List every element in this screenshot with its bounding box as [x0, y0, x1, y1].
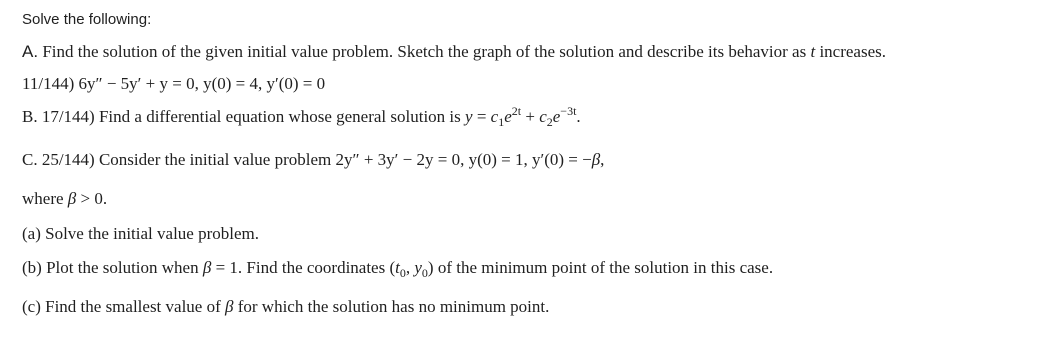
part-b-c2: c — [539, 107, 547, 126]
part-c-b-t: t — [395, 258, 400, 277]
part-c-condition — [22, 189, 107, 209]
part-a-question — [22, 42, 886, 62]
part-a-variable: t — [810, 42, 816, 61]
part-c-text: C. 25/144) Consider the initial value problem 2y″ + 3y′ − 2y = 0, y(0) = 1, y′(0) = − — [22, 150, 592, 169]
part-b-c2-subscript: 2 — [546, 115, 553, 129]
part-c-subquestion-c — [22, 297, 549, 317]
part-c-subquestion-a: (a) Solve the initial value problem. — [22, 224, 259, 243]
part-c-c-text-2: for which the solution has no minimum point. — [233, 297, 550, 316]
part-b-e2: e — [552, 107, 561, 126]
part-b-question — [22, 104, 581, 129]
part-a-text: Find the solution of the given initial value problem. Sketch the graph of the solution and describe its behavior as — [38, 42, 811, 61]
part-b-exponent-2: −3t — [560, 104, 577, 118]
part-c-b-text-1: (b) Plot the solution when — [22, 258, 203, 277]
part-b-text: B. 17/144) Find a differential equation whose general solution is — [22, 107, 466, 126]
part-c-b-t-subscript: 0 — [399, 266, 406, 280]
part-b-e1: e — [504, 107, 512, 126]
part-c-beta: β — [591, 150, 601, 169]
part-c-b-beta: β — [202, 258, 212, 277]
part-b-c1: c — [490, 107, 499, 126]
part-a-problem: 11/144) 6y″ − 5y′ + y = 0, y(0) = 4, y′(0) = 0 — [22, 74, 326, 93]
part-c-c-text-1: (c) Find the smallest value of — [22, 297, 226, 316]
part-c-c-beta: β — [225, 297, 234, 316]
part-c-subquestion-b — [22, 258, 773, 278]
part-c-condition-rest: > 0. — [76, 189, 108, 208]
part-b-plus: + — [521, 107, 540, 126]
part-c-where: where — [22, 189, 68, 208]
heading: Solve the following: — [22, 11, 152, 28]
part-b-end: . — [576, 107, 581, 126]
part-c-question — [22, 150, 604, 170]
part-b-exponent-1: 2t — [511, 104, 522, 118]
part-c-b-text-2: = 1. Find the coordinates ( — [211, 258, 396, 277]
part-c-b-text-3: ) of the minimum point of the solution in this case. — [427, 258, 774, 277]
part-c-b-y-subscript: 0 — [421, 266, 428, 280]
part-b-equals: = — [472, 107, 491, 126]
part-b-c1-subscript: 1 — [498, 115, 505, 129]
part-a-label: A. — [22, 42, 39, 61]
part-b-y: y — [465, 107, 473, 126]
part-c-b-y: y — [414, 258, 422, 277]
part-c-b-separator: , — [405, 258, 415, 277]
part-c-condition-beta: β — [67, 189, 77, 208]
part-a-suffix: increases. — [815, 42, 887, 61]
part-c-comma: , — [600, 150, 605, 169]
